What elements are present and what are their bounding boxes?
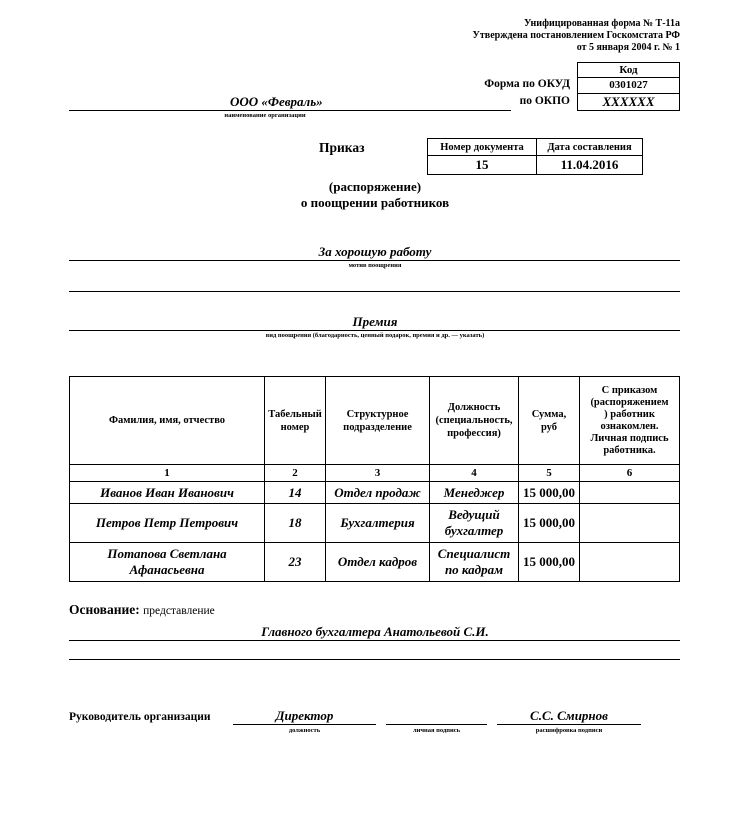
employee-name xyxy=(70,543,265,582)
signature-position-caption: должность xyxy=(288,727,321,734)
employees-table xyxy=(69,376,680,582)
reward-value: Премия xyxy=(352,314,398,329)
employee-name: Иванов Иван Иванович xyxy=(70,482,265,504)
okud-label: Форма по ОКУД xyxy=(484,78,570,90)
doc-date: 11.04.2016 xyxy=(537,156,643,175)
header-sum-line: Сумма, xyxy=(531,408,567,420)
doc-date-header: Дата составления xyxy=(537,139,643,156)
employee-tab-number: 23 xyxy=(265,543,326,582)
employee-department: Бухгалтерия xyxy=(326,504,430,543)
table-row xyxy=(70,543,680,582)
col-number: 3 xyxy=(326,465,430,482)
table-row xyxy=(70,504,680,543)
doc-number-header: Номер документа xyxy=(428,139,537,156)
employee-tab-number: 14 xyxy=(265,482,326,504)
col-number: 1 xyxy=(70,465,265,482)
employee-position: Менеджер xyxy=(430,482,519,504)
header-sum xyxy=(519,377,580,465)
employee-position xyxy=(430,504,519,543)
organization-name: ООО «Февраль» xyxy=(230,94,323,109)
basis-value: Главного бухгалтера Анатольевой С.И. xyxy=(261,624,489,639)
motive-caption: мотив поощрения xyxy=(348,262,402,269)
signature-label: Руководитель организации xyxy=(69,711,211,723)
motive-value: За хорошую работу xyxy=(318,244,432,259)
header-department xyxy=(326,377,430,465)
employee-position-line: Специалист xyxy=(437,546,511,561)
order-title: Приказ xyxy=(319,140,365,155)
header-tab-line: Табельный xyxy=(268,408,322,420)
col-number: 6 xyxy=(580,465,680,482)
signature-sign-caption: личная подпись xyxy=(412,727,461,734)
employee-sum: 15 000,00 xyxy=(519,543,580,582)
table-row xyxy=(70,482,680,504)
order-subtitle-1: (распоряжение) xyxy=(328,179,422,194)
header-dept-line: подразделение xyxy=(343,421,412,433)
document-number-date-table xyxy=(427,138,643,175)
order-subtitle-2: о поощрении работников xyxy=(300,195,450,210)
employee-name-line: Афанасьевна xyxy=(129,562,205,577)
doc-number: 15 xyxy=(428,156,537,175)
header-tab-number xyxy=(265,377,326,465)
header-tab-line: номер xyxy=(280,421,310,433)
signature-position: Директор xyxy=(275,708,334,723)
basis-line-2 xyxy=(69,659,680,660)
col-number: 4 xyxy=(430,465,519,482)
employee-name-line: Потапова Светлана xyxy=(107,546,227,561)
header-ack-line: ознакомлен. xyxy=(600,420,659,432)
signature-name: С.С. Смирнов xyxy=(530,708,608,723)
signature-name-line xyxy=(497,724,641,725)
header-position xyxy=(430,377,519,465)
organization-caption: наименование организации xyxy=(224,112,306,119)
employee-signature xyxy=(580,482,680,504)
header-pos-line: Должность xyxy=(447,402,501,413)
motive-line xyxy=(69,260,680,261)
signature-sign-line xyxy=(386,724,487,725)
header-ack-line: Личная подпись xyxy=(590,432,669,444)
employee-sum: 15 000,00 xyxy=(519,504,580,543)
employee-department: Отдел продаж xyxy=(326,482,430,504)
employee-department: Отдел кадров xyxy=(326,543,430,582)
header-pos-line: профессия) xyxy=(447,428,501,439)
basis-label-rest: представление xyxy=(143,605,215,617)
header-sum-line: руб xyxy=(540,421,558,433)
header-acknowledgement xyxy=(580,377,680,465)
basis-label: Основание: xyxy=(69,602,140,617)
form-header-line2: Утверждена постановлением Госкомстата РФ xyxy=(472,30,680,41)
employee-position-line: Ведущий xyxy=(448,507,500,522)
header-dept-line: Структурное xyxy=(346,408,409,420)
okpo-label: по ОКПО xyxy=(519,95,570,107)
okpo-value-box: XXXXXX xyxy=(577,93,680,111)
col-number: 5 xyxy=(519,465,580,482)
okud-value-box: 0301027 xyxy=(577,77,680,94)
basis-label-group xyxy=(69,602,215,618)
form-header-line3: от 5 января 2004 г. № 1 xyxy=(576,42,680,53)
header-ack-line: ) работник xyxy=(604,408,655,420)
col-number: 2 xyxy=(265,465,326,482)
signature-name-caption: расшифровка подписи xyxy=(535,727,603,734)
code-title-box: Код xyxy=(577,62,680,78)
employee-position-line: по кадрам xyxy=(444,562,504,577)
signature-position-line xyxy=(233,724,376,725)
employee-signature xyxy=(580,504,680,543)
reward-line xyxy=(69,330,680,331)
form-header-line1: Унифицированная форма № Т-11а xyxy=(524,18,680,29)
employee-sum: 15 000,00 xyxy=(519,482,580,504)
motive-line-2 xyxy=(69,291,680,292)
header-ack-line: (распоряжением xyxy=(590,396,669,408)
reward-caption: вид поощрения (благодарность, ценный подарок, премия и др. — указать) xyxy=(265,332,485,339)
employee-name: Петров Петр Петрович xyxy=(70,504,265,543)
employee-tab-number: 18 xyxy=(265,504,326,543)
employee-position xyxy=(430,543,519,582)
header-pos-line: (специальность, xyxy=(435,415,513,426)
employee-signature xyxy=(580,543,680,582)
employee-position-line: бухгалтер xyxy=(444,523,504,538)
header-ack-line: работника. xyxy=(603,444,656,456)
organization-line xyxy=(69,110,511,111)
basis-line xyxy=(69,640,680,641)
header-ack-line: С приказом xyxy=(601,384,658,396)
header-name: Фамилия, имя, отчество xyxy=(70,377,265,465)
